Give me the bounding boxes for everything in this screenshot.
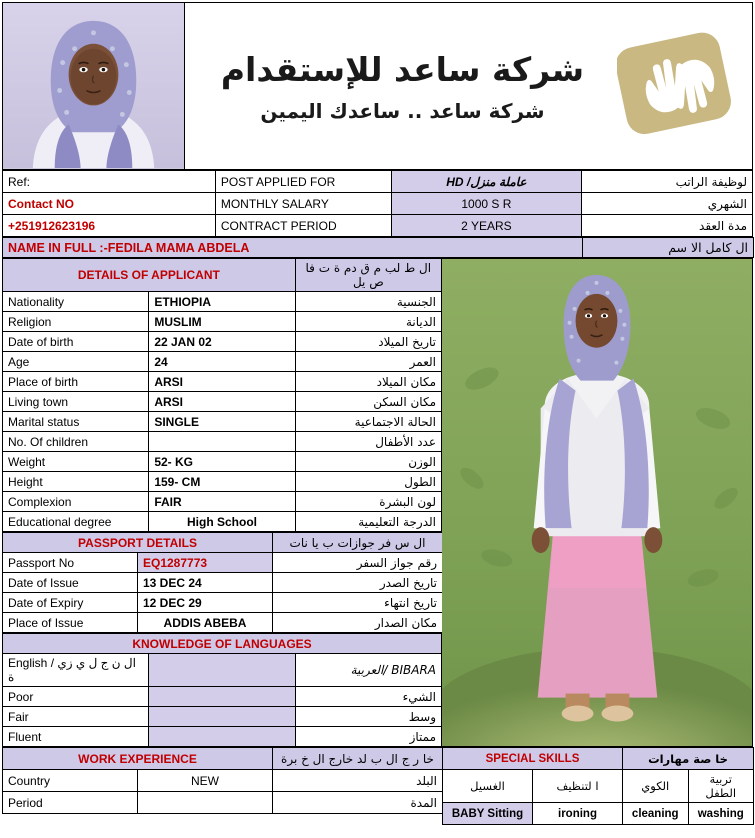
monthly-salary-label: MONTHLY SALARY bbox=[215, 193, 391, 215]
label-age-ar: العمر bbox=[295, 352, 441, 372]
special-skills-title-ar: خا صة مهارات bbox=[623, 748, 754, 770]
work-experience-title-ar: خا ر ج ال ب لد خارج ال خ برة bbox=[273, 748, 443, 770]
label-nationality: Nationality bbox=[3, 292, 149, 312]
monthly-salary-label-ar: الشهري bbox=[582, 193, 753, 215]
label-poor: Poor bbox=[3, 687, 149, 707]
label-date-of-expiry: Date of Expiry bbox=[3, 593, 138, 613]
details-of-applicant-title: DETAILS OF APPLICANT bbox=[3, 259, 296, 292]
label-place-of-issue-ar: مكان الصدار bbox=[273, 613, 443, 633]
skill-cleaning: cleaning bbox=[623, 803, 689, 825]
label-complexion: Complexion bbox=[3, 492, 149, 512]
label-date-of-issue: Date of Issue bbox=[3, 573, 138, 593]
value-passport-no: EQ1287773 bbox=[138, 553, 273, 573]
value-place-of-issue: ADDIS ABEBA bbox=[138, 613, 273, 633]
top-info-table bbox=[2, 170, 753, 237]
label-weight: Weight bbox=[3, 452, 149, 472]
knowledge-of-languages-title: KNOWLEDGE OF LANGUAGES bbox=[3, 634, 442, 654]
contract-period-value: 2 YEARS bbox=[391, 215, 582, 237]
label-place-of-birth: Place of birth bbox=[3, 372, 149, 392]
label-living-town-ar: مكان السكن bbox=[295, 392, 441, 412]
value-place-of-birth: ARSI bbox=[149, 372, 295, 392]
brand-block bbox=[185, 3, 752, 169]
value-age: 24 bbox=[149, 352, 295, 372]
label-religion: Religion bbox=[3, 312, 149, 332]
applicant-details-table bbox=[2, 258, 442, 532]
language-header-mid bbox=[149, 654, 295, 687]
languages-table bbox=[2, 633, 442, 747]
label-educational-degree: Educational degree bbox=[3, 512, 149, 532]
label-date-of-birth: Date of birth bbox=[3, 332, 149, 352]
ref-label: Ref: bbox=[3, 171, 216, 193]
label-fair: Fair bbox=[3, 707, 149, 727]
value-fair bbox=[149, 707, 295, 727]
work-experience-column bbox=[2, 747, 442, 825]
label-age: Age bbox=[3, 352, 149, 372]
table-row bbox=[3, 492, 442, 512]
section-header-row bbox=[3, 634, 442, 654]
post-applied-label: POST APPLIED FOR bbox=[215, 171, 391, 193]
label-date-of-birth-ar: تاريخ الميلاد bbox=[295, 332, 441, 352]
table-row bbox=[3, 687, 442, 707]
left-details-column bbox=[2, 258, 442, 747]
full-name: NAME IN FULL :-FEDILA MAMA ABDELA bbox=[3, 238, 583, 258]
skill-label-ar-2: الكوي bbox=[623, 770, 689, 803]
skill-label-ar-1: ا لتنظيف bbox=[533, 770, 623, 803]
work-experience-title: WORK EXPERIENCE bbox=[3, 748, 273, 770]
label-height-ar: الطول bbox=[295, 472, 441, 492]
post-applied-label-ar: لوظيفة الراتب bbox=[582, 171, 753, 193]
section-header-row bbox=[3, 259, 442, 292]
contract-period-label-ar: مدة العقد bbox=[582, 215, 753, 237]
special-skills-column bbox=[442, 747, 753, 825]
table-row bbox=[3, 707, 442, 727]
passport-details-title: PASSPORT DETAILS bbox=[3, 533, 273, 553]
value-educational-degree: High School bbox=[149, 512, 295, 532]
skill-label-ar-3: تربية الطفل bbox=[688, 770, 754, 803]
cv-document bbox=[0, 2, 755, 838]
section-header-row bbox=[3, 748, 443, 770]
table-row bbox=[3, 654, 442, 687]
label-period: Period bbox=[3, 792, 138, 814]
label-no-of-children-ar: عدد الأطفال bbox=[295, 432, 441, 452]
value-no-of-children bbox=[149, 432, 295, 452]
body-section bbox=[2, 258, 753, 747]
table-row bbox=[3, 352, 442, 372]
full-name-label-ar: ال كامل الا سم bbox=[583, 238, 754, 258]
full-photo-illustration bbox=[442, 259, 752, 747]
label-living-town: Living town bbox=[3, 392, 149, 412]
post-applied-value: HD /عاملة منزل bbox=[391, 171, 582, 193]
document-header bbox=[2, 2, 753, 170]
table-row bbox=[3, 238, 754, 258]
label-date-of-expiry-ar: تاريخ انتهاء bbox=[273, 593, 443, 613]
label-fair-ar: وسط bbox=[295, 707, 441, 727]
skill-ironing: ironing bbox=[533, 803, 623, 825]
label-date-of-issue-ar: تاريخ الصدر bbox=[273, 573, 443, 593]
table-row bbox=[3, 215, 753, 237]
value-living-town: ARSI bbox=[149, 392, 295, 412]
contact-value: +251912623196 bbox=[3, 215, 216, 237]
brand-text bbox=[191, 49, 614, 122]
table-row bbox=[3, 312, 442, 332]
value-height: 159- CM bbox=[149, 472, 295, 492]
table-row bbox=[3, 412, 442, 432]
label-no-of-children: No. Of children bbox=[3, 432, 149, 452]
value-country: NEW bbox=[138, 770, 273, 792]
table-row bbox=[3, 792, 443, 814]
label-country: Country bbox=[3, 770, 138, 792]
label-weight-ar: الوزن bbox=[295, 452, 441, 472]
table-row bbox=[3, 171, 753, 193]
label-fluent: Fluent bbox=[3, 727, 149, 747]
photo-illustration bbox=[3, 3, 184, 168]
label-height: Height bbox=[3, 472, 149, 492]
two-hands-logo-icon bbox=[614, 25, 746, 147]
company-subtitle-ar: شركة ساعد .. ساعدك اليمين bbox=[260, 98, 545, 123]
table-row bbox=[3, 392, 442, 412]
name-band-table bbox=[2, 237, 754, 258]
skill-label-ar-0: الغسيل bbox=[443, 770, 533, 803]
skill-washing: washing bbox=[688, 803, 754, 825]
table-row bbox=[3, 727, 442, 747]
skill-baby-sitting: BABY Sitting bbox=[443, 803, 533, 825]
label-poor-ar: الشيء bbox=[295, 687, 441, 707]
section-header-row bbox=[443, 748, 754, 770]
value-poor bbox=[149, 687, 295, 707]
bottom-section bbox=[2, 747, 753, 825]
work-experience-table bbox=[2, 747, 443, 814]
contract-period-label: CONTRACT PERIOD bbox=[215, 215, 391, 237]
label-period-ar: المدة bbox=[273, 792, 443, 814]
monthly-salary-value: 1000 S R bbox=[391, 193, 582, 215]
table-row bbox=[3, 553, 443, 573]
label-educational-degree-ar: الدرجة التعليمية bbox=[295, 512, 441, 532]
table-row bbox=[3, 613, 443, 633]
value-date-of-birth: 22 JAN 02 bbox=[149, 332, 295, 352]
passport-details-table bbox=[2, 532, 443, 633]
passport-details-title-ar: ال س فر جوازات ب يا نات bbox=[273, 533, 443, 553]
table-row bbox=[443, 803, 754, 825]
label-passport-no: Passport No bbox=[3, 553, 138, 573]
logo-svg bbox=[617, 28, 743, 144]
company-title-ar: شركة ساعد للإستقدام bbox=[220, 50, 585, 90]
value-religion: MUSLIM bbox=[149, 312, 295, 332]
label-marital-status: Marital status bbox=[3, 412, 149, 432]
label-complexion-ar: لون البشرة bbox=[295, 492, 441, 512]
special-skills-table bbox=[442, 747, 754, 825]
applicant-photo-thumbnail bbox=[3, 3, 185, 169]
language-header-arabic: BIBARA /العربية bbox=[295, 654, 441, 687]
special-skills-title: SPECIAL SKILLS bbox=[443, 748, 623, 770]
details-of-applicant-title-ar: ال ط لب م ق دم ة ت فا ص يل bbox=[295, 259, 441, 292]
table-row bbox=[3, 472, 442, 492]
table-row bbox=[3, 332, 442, 352]
value-fluent bbox=[149, 727, 295, 747]
value-marital-status: SINGLE bbox=[149, 412, 295, 432]
value-complexion: FAIR bbox=[149, 492, 295, 512]
value-date-of-issue: 13 DEC 24 bbox=[138, 573, 273, 593]
value-date-of-expiry: 12 DEC 29 bbox=[138, 593, 273, 613]
label-fluent-ar: ممتاز bbox=[295, 727, 441, 747]
section-header-row bbox=[3, 533, 443, 553]
label-place-of-birth-ar: مكان الميلاد bbox=[295, 372, 441, 392]
table-row bbox=[3, 770, 443, 792]
label-marital-status-ar: الحالة الاجتماعية bbox=[295, 412, 441, 432]
label-nationality-ar: الجنسية bbox=[295, 292, 441, 312]
table-row bbox=[3, 593, 443, 613]
value-period bbox=[138, 792, 273, 814]
table-row bbox=[443, 770, 754, 803]
value-nationality: ETHIOPIA bbox=[149, 292, 295, 312]
value-weight: 52- KG bbox=[149, 452, 295, 472]
contact-label: Contact NO bbox=[3, 193, 216, 215]
table-row bbox=[3, 292, 442, 312]
table-row bbox=[3, 512, 442, 532]
table-row bbox=[3, 573, 443, 593]
applicant-full-photo bbox=[442, 258, 753, 747]
label-country-ar: البلد bbox=[273, 770, 443, 792]
table-row bbox=[3, 193, 753, 215]
label-passport-no-ar: رقم جواز السفر bbox=[273, 553, 443, 573]
label-place-of-issue: Place of Issue bbox=[3, 613, 138, 633]
language-header-english: English / ال ن ج ل ي زي ة bbox=[3, 654, 149, 687]
table-row bbox=[3, 452, 442, 472]
label-religion-ar: الديانة bbox=[295, 312, 441, 332]
table-row bbox=[3, 432, 442, 452]
table-row bbox=[3, 372, 442, 392]
